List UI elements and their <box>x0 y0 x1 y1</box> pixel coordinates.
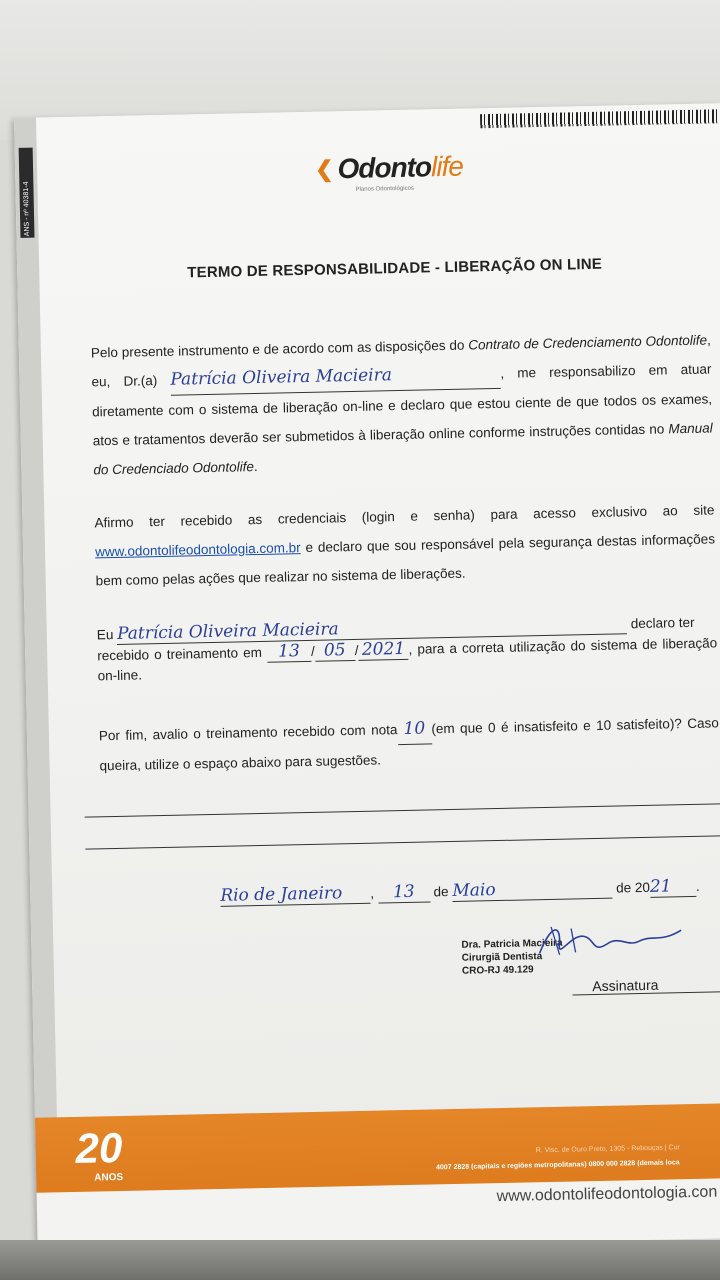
barcode <box>480 109 720 128</box>
paragraph-training: Eu Patrícia Oliveira Macieira declaro ter recebido o treinamento em 13 / 05 / 2021 , para a correta utilização do sistema de liberação on-line. <box>96 614 718 684</box>
paragraph-contract: Pelo presente instrumento e de acordo com as disposições do Contrato de Credenciamento Odontolife, eu, Dr.(a) Patrícia Oliveira Macieira , me responsabilizo em atuar diretamente com o sistema de liberação on-line e declaro que estou ciente de que todos os exames, atos e tratamentos deverão ser submetidos à liberação online conforme instruções contidas no Manual do Credenciado Odontolife. <box>90 332 713 478</box>
p1-text-c: me responsabilizo em atuar diretamente com o sistema de liberação on-line e declaro que estou ciente de que todos os exames, atos e tratamentos deverão ser submetidos à liberação online conforme instruções contidas no <box>92 361 713 449</box>
p3-name-field[interactable]: Patrícia Oliveira Macieira <box>117 613 627 645</box>
p2-text-a: Afirmo ter recebido as credenciais (login e senha) para acesso exclusivo ao site <box>94 502 715 531</box>
handwritten-signature <box>531 912 692 965</box>
training-month-field[interactable]: 05 <box>315 640 355 662</box>
date-month-field[interactable]: Maio <box>452 878 612 902</box>
logo-brand-b: life <box>430 150 464 183</box>
city-field[interactable]: Rio de Janeiro <box>220 883 370 907</box>
p3-recebido: recebido o treinamento em <box>97 644 263 664</box>
date-year-field[interactable]: 21 <box>650 876 696 898</box>
date-line: Rio de Janeiro , 13 de Maio de 2021 . <box>220 876 700 906</box>
p1-text-a: Pelo presente instrumento e de acordo com as disposições do <box>90 337 469 361</box>
ans-code-text: ANS - nº 40381-4 <box>22 181 31 237</box>
date-de-1: de <box>433 884 449 900</box>
p3-rest: , para a correta utilização do sistema de liberação on-line. <box>97 635 718 684</box>
footer-address: R. Visc. de Ouro Preto, 1305 - Rebouças | Cur <box>535 1144 680 1155</box>
p1-contract-name: Contrato de Credenciamento Odontolife <box>468 332 708 353</box>
footer-phones: 4007 2828 (capitais e regiões metropolitanas) 0800 000 2828 (demais loca <box>436 1159 680 1172</box>
date-day-field[interactable]: 13 <box>378 881 430 903</box>
paragraph-credentials <box>94 495 716 595</box>
logo-subtitle: Planos Odontológicos <box>355 185 415 193</box>
footer-website[interactable]: www.odontolifeodontologia.con <box>496 1183 718 1206</box>
p4-text-a: Por fim, avalio o treinamento recebido com nota <box>98 722 398 744</box>
logo-brand-a: Odonto <box>337 151 432 185</box>
badge-label: ANOS <box>94 1171 124 1184</box>
stamp-name: Dra. Patricia Macieira <box>461 937 563 951</box>
badge-number: 20 <box>75 1123 123 1172</box>
suggestion-line-2[interactable] <box>85 835 720 850</box>
p2-text-b: e declaro que sou responsável pela segurança destas informações bem como pelas ações que realizar no sistema de liberações. <box>95 531 716 589</box>
p1-manual-name: Manual do Credenciado Odontolife <box>93 420 713 478</box>
training-year-field[interactable]: 2021 <box>358 639 408 661</box>
logo-icon: ❮ <box>314 156 334 182</box>
suggestion-line-1[interactable] <box>85 803 720 818</box>
p3-declaro: declaro ter <box>630 614 695 632</box>
p3-eu: Eu <box>96 627 114 643</box>
odontolife-logo <box>315 151 463 186</box>
signature-label: Assinatura <box>592 976 659 995</box>
table-surface <box>0 1240 720 1280</box>
date-de-2: de 20 <box>615 879 651 896</box>
ans-code-label <box>19 148 35 238</box>
stamp-cro: CRO-RJ 49.129 <box>461 964 534 977</box>
site-link[interactable]: www.odontolifeodontologia.com.br <box>94 540 301 560</box>
document-page <box>14 103 720 1248</box>
p1-text-d: . <box>253 458 258 475</box>
stamp-role: Cirurgiã Dentista <box>461 951 543 964</box>
grade-field[interactable]: 10 <box>397 714 432 745</box>
training-day-field[interactable]: 13 <box>267 641 311 663</box>
p4-text-b: (em que 0 é insatisfeito e 10 satisfeito)? Caso queira, utilize o espaço abaixo para sugestões. <box>99 715 719 774</box>
paragraph-rating <box>99 708 720 780</box>
document-title: TERMO DE RESPONSABILIDADE - LIBERAÇÃO ON LINE <box>187 255 603 282</box>
p1-name-field[interactable]: Patrícia Oliveira Macieira <box>170 359 501 396</box>
p1-text-b: , eu, Dr.(a) <box>91 332 711 390</box>
left-edge-strip <box>14 118 60 1248</box>
logo-text <box>337 151 463 186</box>
